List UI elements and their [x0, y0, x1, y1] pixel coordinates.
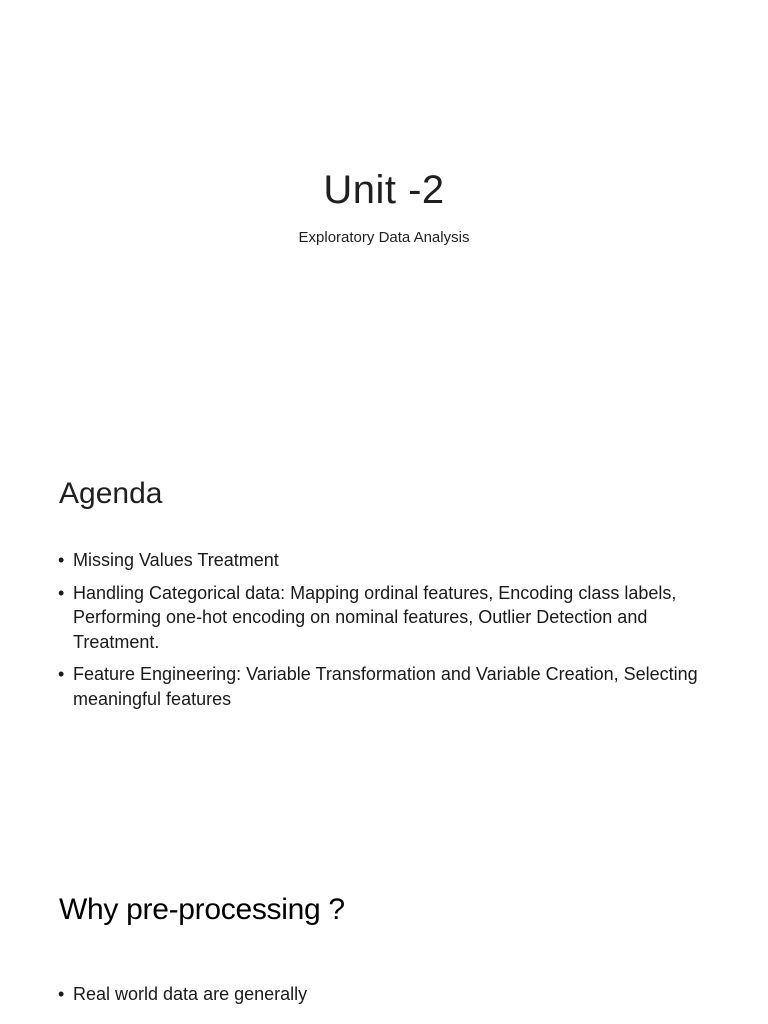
agenda-bullet-list: [58, 548, 718, 719]
bullet-text: Real world data are generally: [73, 984, 308, 1004]
slide-subtitle: Exploratory Data Analysis: [298, 229, 470, 246]
bullet-text: Handling Categorical data: Mapping ordinal features, Encoding class labels, Performing one-hot encoding on nominal features, Outlier Detection and Treatment.: [73, 582, 677, 652]
bullet-text: Missing Values Treatment: [73, 550, 279, 570]
why-bullet-list: [58, 982, 718, 1015]
bullet-icon: •: [58, 550, 65, 570]
agenda-heading: Agenda: [59, 477, 163, 510]
why-preprocessing-slide: [0, 864, 768, 1024]
slide-title: Unit -2: [323, 168, 445, 212]
bullet-icon: •: [58, 582, 65, 603]
list-item: [58, 581, 718, 655]
list-item: [58, 548, 718, 573]
list-item: [58, 662, 718, 711]
agenda-slide: [0, 432, 768, 864]
bullet-text: Feature Engineering: Variable Transformation and Variable Creation, Selecting meaningful features: [73, 664, 698, 709]
title-slide: [0, 0, 768, 432]
why-heading: Why pre-processing ?: [59, 893, 345, 926]
list-item: [58, 982, 718, 1007]
bullet-icon: •: [58, 664, 65, 684]
bullet-icon: •: [58, 984, 65, 1004]
